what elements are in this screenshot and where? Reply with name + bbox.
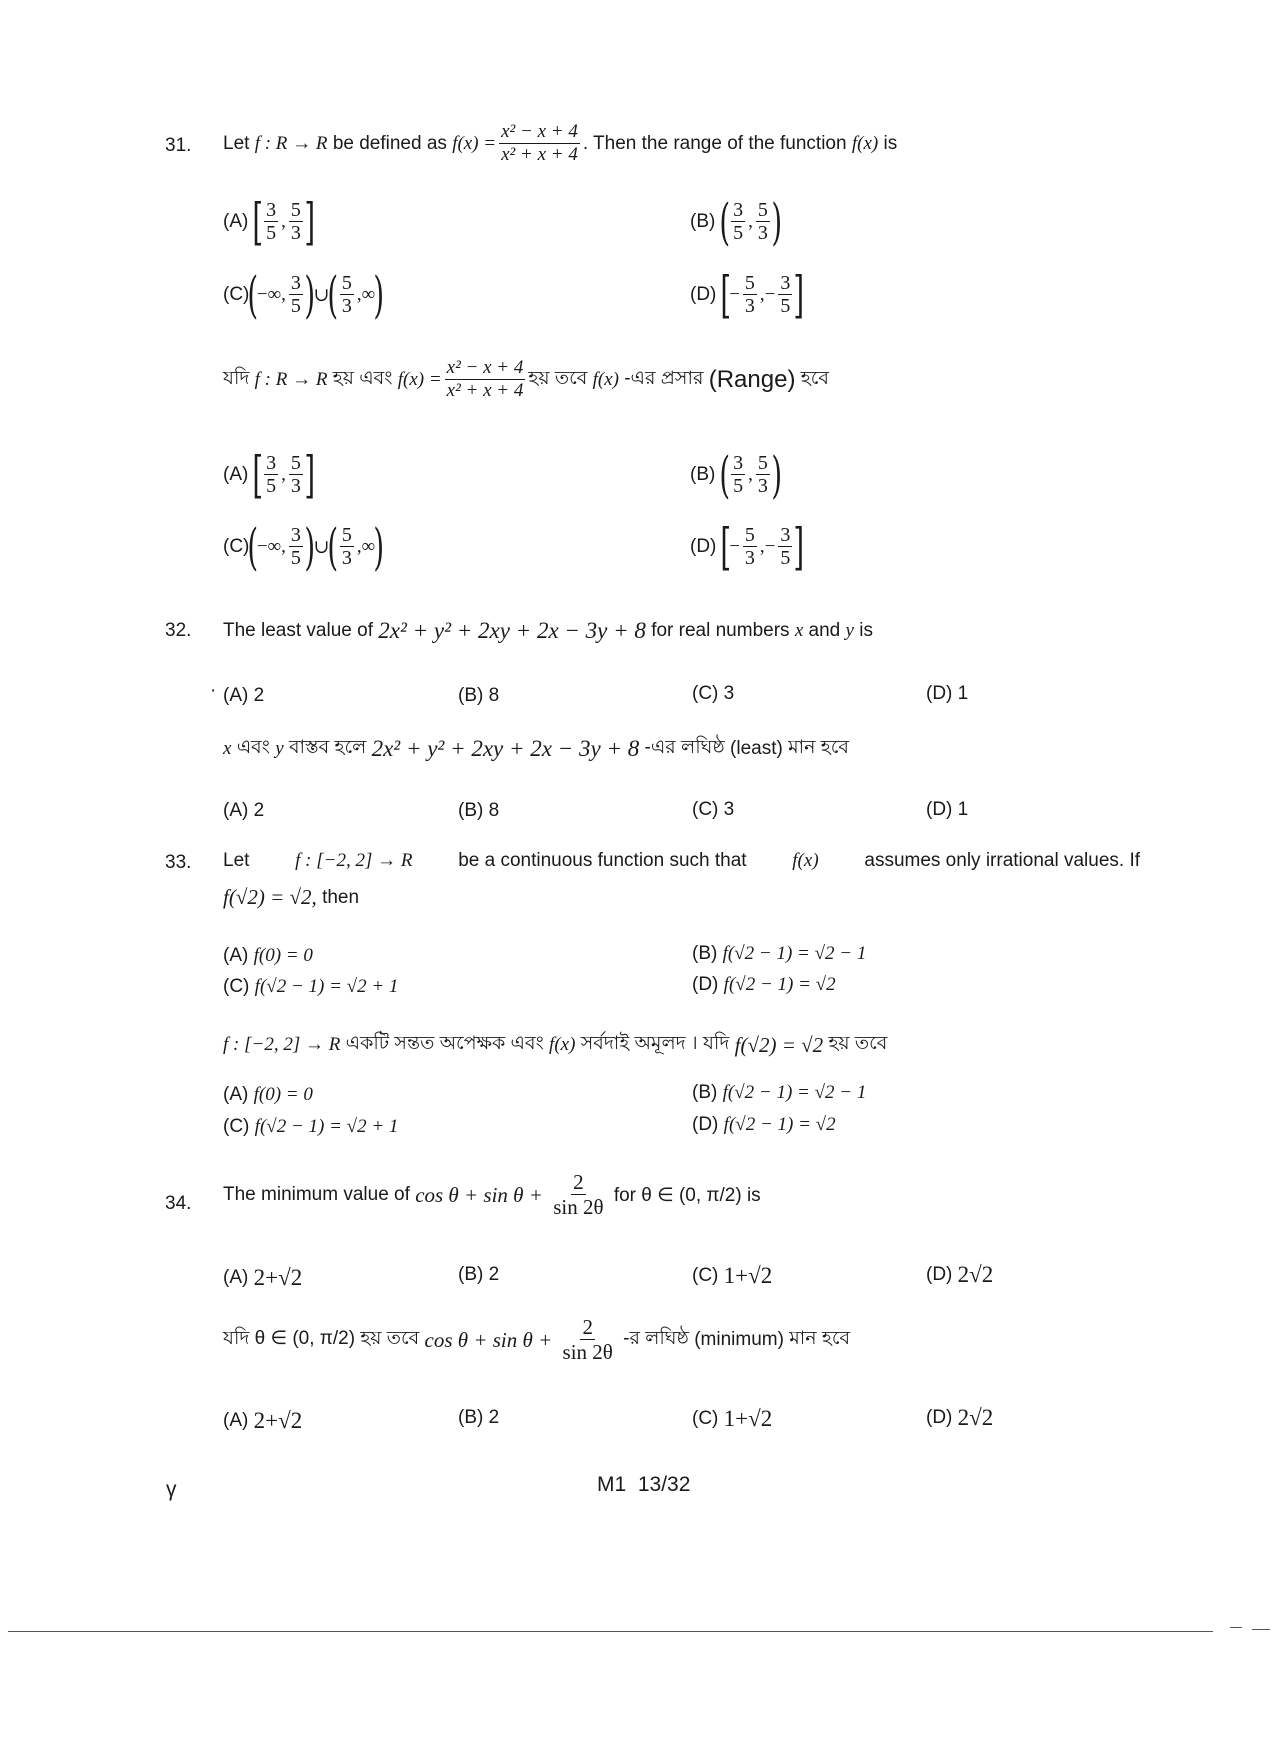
q33-bn-option-b: (B) f(√2 − 1) = √2 − 1	[692, 1082, 867, 1103]
text: হবে	[800, 367, 829, 389]
scan-edge-line	[1230, 1627, 1242, 1628]
footer-mark: γ	[166, 1478, 177, 1501]
q34-bengali-stem	[223, 1316, 850, 1364]
text: মান হবে	[788, 737, 849, 758]
q34-english-stem	[223, 1171, 761, 1219]
math: f(x)	[549, 1034, 576, 1055]
q32-bn-option-d: (D) 1	[926, 799, 969, 820]
math: f(√2) = √2	[734, 1032, 824, 1057]
q33-bn-option-c: (C) f(√2 − 1) = √2 + 1	[223, 1116, 399, 1137]
q31-english-stem	[223, 122, 897, 166]
q31-option-a: (A) [ $\frac{3}{5}$ , $\frac{5}{3}$ ]	[223, 193, 315, 251]
q34-bn-option-d: (D) 2√2	[926, 1405, 994, 1430]
scan-edge-line	[8, 1631, 1213, 1632]
text: is	[883, 132, 898, 154]
text: হয় তবে	[828, 1033, 888, 1054]
math: f(√2) = √2,	[223, 885, 317, 909]
text: . Then the range of the function	[582, 132, 847, 154]
fraction: $\frac{\text{x² − x + 4}}{\text{x² + x + 4}}$	[501, 121, 578, 165]
math: x	[794, 620, 804, 641]
text: যদি θ ∈ (0, π/2) হয় তবে	[223, 1328, 420, 1350]
fraction: $\frac{\text{x² − x + 4}}{\text{x² + x + 4}}$	[446, 357, 524, 401]
text: হয় এবং	[332, 367, 393, 389]
q32-option-c: (C) 3	[692, 683, 735, 704]
math: f(x)	[851, 132, 879, 154]
q31-bengali-stem	[223, 358, 829, 402]
question-number: 33.	[165, 852, 192, 873]
paper-code: M1	[597, 1473, 627, 1496]
text: for θ ∈ (0, π/2) is	[613, 1184, 761, 1206]
text: সর্বদাই অমূলদ । যদি	[580, 1033, 730, 1054]
text: -এর লঘিষ্ঠ	[644, 737, 725, 758]
text: -এর প্রসার	[624, 367, 704, 389]
q32-bn-option-c: (C) 3	[692, 799, 735, 820]
text: বাস্তব হলে	[288, 737, 367, 758]
text: (Range)	[708, 365, 796, 393]
math: cos θ + sin θ +	[415, 1182, 543, 1207]
text: Let	[223, 132, 250, 154]
text: The least value of	[223, 620, 373, 641]
q34-option-b: (B) 2	[458, 1264, 500, 1285]
math: f : R → R	[254, 132, 328, 154]
math: f(x) =	[452, 132, 497, 154]
math: 2x² + y² + 2xy + 2x − 3y + 8	[378, 618, 646, 643]
q31-bn-option-a: (A) [ $\frac{3}{5}$ , $\frac{5}{3}$ ]	[223, 446, 315, 504]
math: f : [−2, 2] → R	[223, 1034, 341, 1055]
stray-mark: ·	[210, 680, 217, 701]
q33-english-stem-line1	[223, 850, 1140, 872]
q32-bn-option-b: (B) 8	[458, 800, 500, 821]
math: f(x)	[792, 850, 819, 871]
scan-edge-line	[1252, 1629, 1270, 1630]
q31-bn-option-c: (C) ( −∞, $\frac{3}{5}$ ) ∪ ( $\frac{5}{3}$ ,∞ )	[223, 518, 385, 576]
text: assumes only irrational values. If	[864, 850, 1140, 871]
text: Let	[223, 850, 250, 871]
q34-bn-option-a: (A) 2+√2	[223, 1408, 303, 1433]
fraction: $\frac{2}{\sin 2\theta}$	[553, 1170, 604, 1220]
text: (least)	[730, 738, 783, 759]
math: x	[223, 738, 232, 759]
question-number: 31.	[165, 135, 192, 156]
math: cos θ + sin θ +	[424, 1327, 553, 1352]
question-number: 32.	[165, 620, 192, 641]
q31-option-b: (B) ( $\frac{3}{5}$ , $\frac{5}{3}$ )	[690, 193, 782, 251]
math: f : R → R	[254, 368, 328, 390]
q31-option-d: (D) [ − $\frac{5}{3}$ , − $\frac{3}{5}$ ]	[690, 266, 805, 324]
page-footer	[597, 1473, 690, 1497]
text: and	[808, 620, 841, 641]
text: for real numbers	[651, 620, 790, 641]
page-number: 13/32	[637, 1473, 691, 1496]
math: 2x² + y² + 2xy + 2x − 3y + 8	[371, 736, 640, 761]
math: f(x) =	[397, 368, 442, 390]
question-number: 34.	[165, 1193, 192, 1214]
text: (minimum)	[694, 1329, 784, 1351]
q34-option-c: (C) 1+√2	[692, 1263, 773, 1288]
q32-english-stem	[223, 618, 873, 644]
q32-bengali-stem	[223, 733, 849, 765]
q34-option-d: (D) 2√2	[926, 1262, 994, 1287]
math: y	[845, 620, 854, 641]
q33-option-d: (D) f(√2 − 1) = √2	[692, 974, 836, 995]
text: then	[322, 886, 360, 908]
q31-bn-option-d: (D) [ − $\frac{5}{3}$ , − $\frac{3}{5}$ ]	[690, 518, 805, 576]
q33-option-b: (B) f(√2 − 1) = √2 − 1	[692, 943, 867, 964]
q32-bn-option-a: (A) 2	[223, 800, 265, 821]
q32-option-b: (B) 8	[458, 685, 500, 706]
q33-english-stem-line2	[223, 885, 359, 910]
text: মান হবে	[789, 1328, 851, 1350]
q34-bn-option-c: (C) 1+√2	[692, 1406, 773, 1431]
q31-bn-option-b: (B) ( $\frac{3}{5}$ , $\frac{5}{3}$ )	[690, 446, 782, 504]
q34-bn-option-b: (B) 2	[458, 1407, 500, 1428]
text: is	[859, 620, 873, 641]
text: be defined as	[332, 132, 447, 154]
q33-option-a: (A) f(0) = 0	[223, 945, 313, 966]
math: y	[275, 738, 284, 759]
math: f(x)	[592, 368, 619, 390]
text: একটি সন্তত অপেক্ষক এবং	[345, 1033, 544, 1054]
text: -র লঘিষ্ঠ	[623, 1328, 689, 1350]
text: এবং	[236, 737, 270, 758]
text: The minimum value of	[223, 1184, 410, 1206]
q32-option-a: (A) 2	[223, 685, 265, 706]
q33-option-c: (C) f(√2 − 1) = √2 + 1	[223, 976, 399, 997]
q33-bn-option-a: (A) f(0) = 0	[223, 1084, 313, 1105]
q34-option-a: (A) 2+√2	[223, 1265, 303, 1290]
text: যদি	[223, 367, 250, 389]
fraction: $\frac{2}{\sin 2\theta}$	[562, 1315, 613, 1365]
q32-option-d: (D) 1	[926, 683, 969, 704]
text: হয় তবে	[528, 367, 588, 389]
text: be a continuous function such that	[458, 850, 747, 871]
q31-option-c: (C) ( −∞, $\frac{3}{5}$ ) ∪ ( $\frac{5}{3}$ ,∞ )	[223, 266, 385, 324]
q33-bn-option-d: (D) f(√2 − 1) = √2	[692, 1114, 836, 1135]
q33-bengali-stem	[223, 1029, 887, 1061]
math: f : [−2, 2] → R	[295, 850, 413, 871]
